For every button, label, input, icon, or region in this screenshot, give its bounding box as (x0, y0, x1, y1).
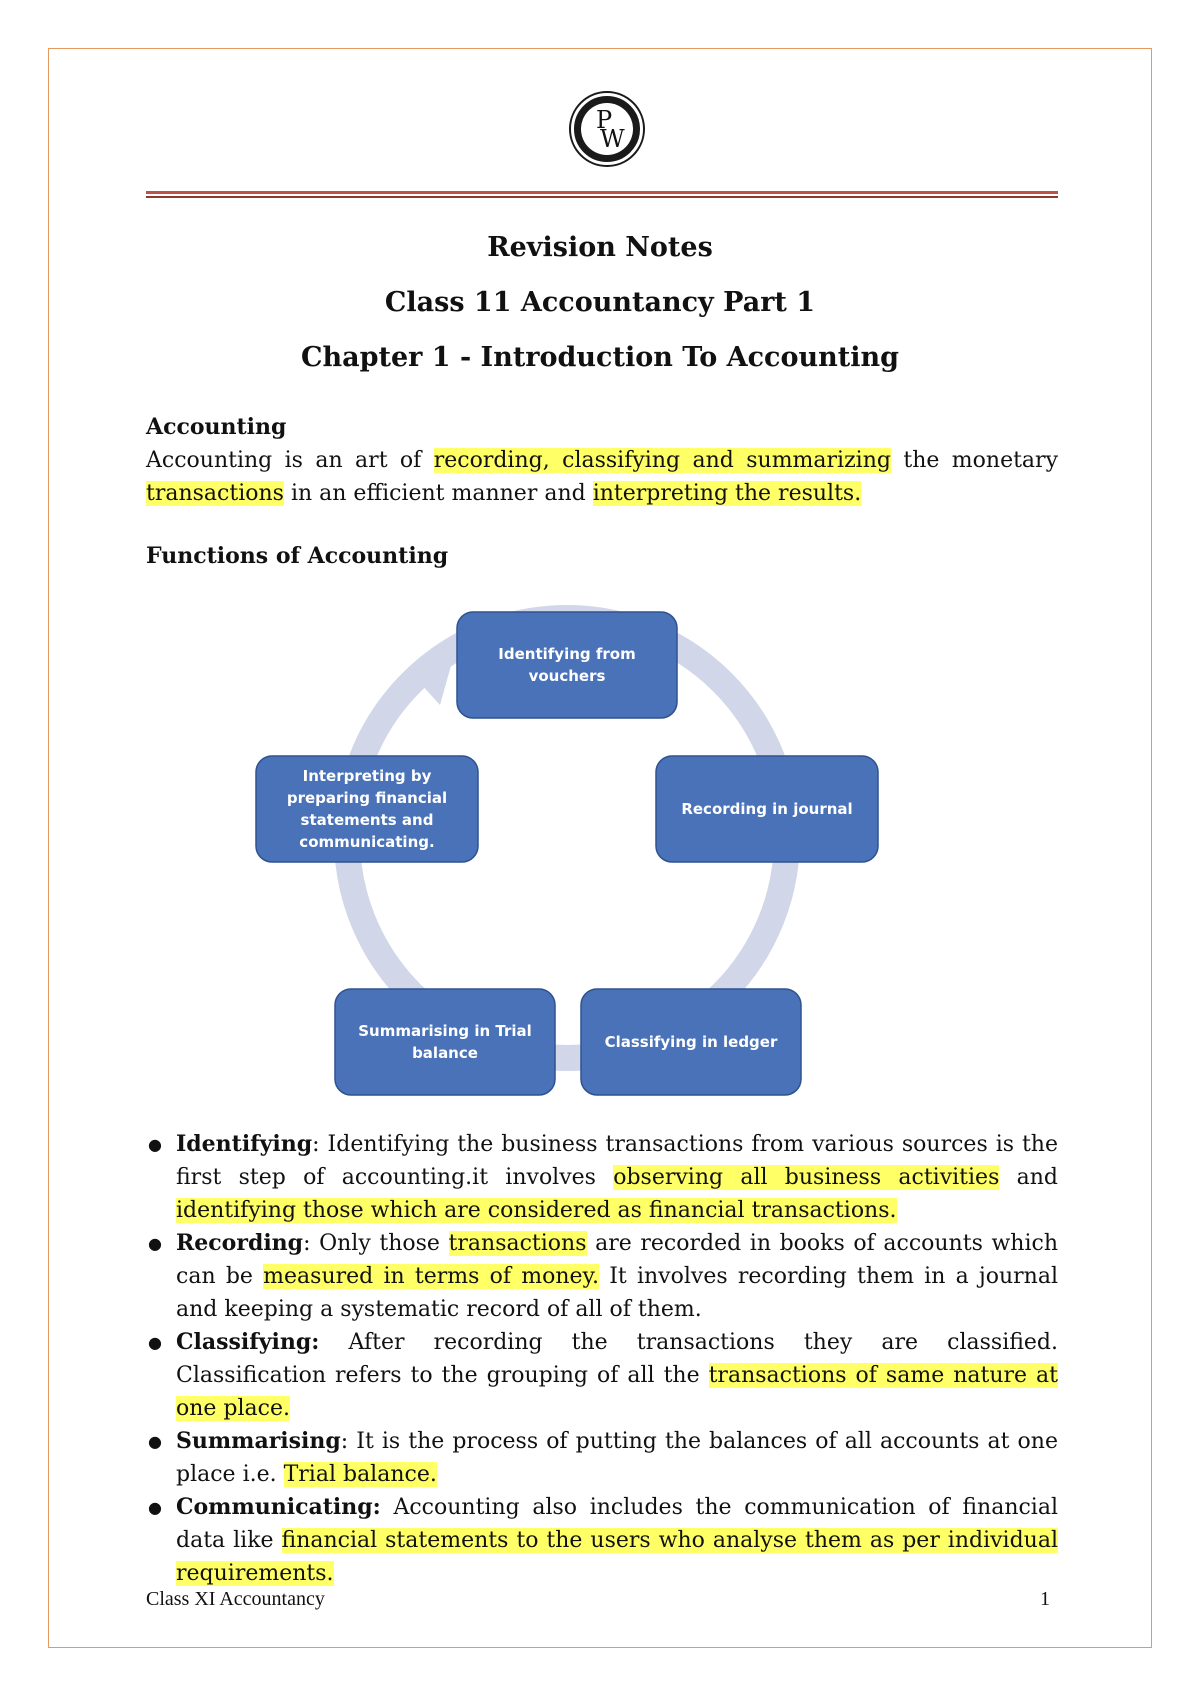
functions-heading: Functions of Accounting (146, 543, 449, 569)
def-text-2: the monetary (890, 448, 1058, 473)
function-item-2: ● Recording: Only those transactions are recorded in books of accounts which can be measured in terms of money. It involves recording them in a journal and keeping a systematic record of all of them. (146, 1227, 1058, 1326)
node-label-line: Classifying in ledger (604, 1033, 778, 1051)
def-text-1: Accounting is an art of (146, 448, 434, 473)
function-term: Classifying: (176, 1329, 320, 1355)
doc-subtitle: Class 11 Accountancy Part 1 (384, 287, 816, 318)
function-term: Recording (176, 1230, 304, 1256)
node-label-line: Recording in journal (681, 800, 853, 818)
body-text: Identifying the business transactions from various sources is the first step of accounting.it involves (176, 1132, 1059, 1190)
node-box (335, 989, 555, 1095)
cycle-node-3 (581, 989, 801, 1095)
def-highlight-1: recording, classifying and summarizing (433, 448, 891, 473)
logo-letter-p: P (596, 106, 613, 134)
body-text: and (999, 1165, 1058, 1190)
cycle-node-5 (256, 756, 478, 862)
node-box (457, 612, 677, 718)
node-label-line: statements and (300, 811, 434, 829)
doc-title: Revision Notes (487, 232, 713, 263)
cycle-node-1 (457, 612, 677, 718)
function-term: Summarising (176, 1428, 341, 1454)
function-term: Identifying (176, 1131, 313, 1157)
def-highlight-2: transactions (146, 481, 284, 506)
highlight-text: identifying those which are considered as financial transactions. (176, 1198, 897, 1223)
function-item-4: ● Summarising: It is the process of putting the balances of all accounts at one place i.e. Trial balance. (146, 1425, 1058, 1491)
node-label-line: communicating. (299, 833, 435, 851)
body-text: It is the process of putting the balances of all accounts at one place i.e. (176, 1429, 1058, 1487)
node-label-line: vouchers (528, 667, 606, 685)
accounting-heading: Accounting (146, 414, 287, 440)
body-text: are recorded in books of accounts which can be (176, 1231, 1058, 1289)
cycle-node-4 (335, 989, 555, 1095)
node-label-line: balance (412, 1044, 478, 1062)
footer-page-number: 1 (1040, 1588, 1050, 1610)
node-label-line: Identifying from (498, 645, 636, 663)
highlight-text: Trial balance. (283, 1462, 437, 1487)
chapter-title: Chapter 1 - Introduction To Accounting (301, 342, 899, 373)
function-item-5 (146, 1491, 1058, 1590)
footer-class: Class XI Accountancy (146, 1588, 325, 1610)
body-text: Accounting also includes the communication of financial data like (176, 1495, 1058, 1553)
highlight-text: measured in terms of money. (263, 1264, 600, 1289)
node-label-line: Summarising in Trial (358, 1022, 532, 1040)
highlight-text: observing all business activities (613, 1165, 1000, 1190)
function-item-1: ● Identifying: Identifying the business transactions from various sources is the first step of accounting.it involves observing all business activities and identifying those which are considered as financial transactions. (146, 1128, 1058, 1227)
def-text-3: in an efficient manner and (283, 481, 593, 506)
logo-letter-w: W (600, 125, 625, 153)
body-text: It involves recording them in a journal and keeping a systematic record of all of them. (176, 1264, 1058, 1322)
functions-list (146, 1128, 1058, 1590)
cycle-node-2 (656, 756, 878, 862)
cycle-nodes (256, 612, 878, 1095)
function-item-3 (146, 1326, 1058, 1425)
highlight-text: transactions (448, 1231, 587, 1256)
def-highlight-3: interpreting the results. (592, 481, 862, 506)
node-label-line: Interpreting by (302, 767, 432, 785)
highlight-text: financial statements to the users who analyse them as per individual requirements. (176, 1528, 1058, 1586)
body-text: Only those (319, 1231, 449, 1256)
body-text: After recording the transactions they are classified. Classification refers to the grouping of all the (176, 1330, 1059, 1388)
highlight-text: transactions of same nature at one place. (176, 1363, 1058, 1421)
function-term: Communicating: (176, 1494, 381, 1520)
node-label-line: preparing financial (286, 789, 448, 807)
